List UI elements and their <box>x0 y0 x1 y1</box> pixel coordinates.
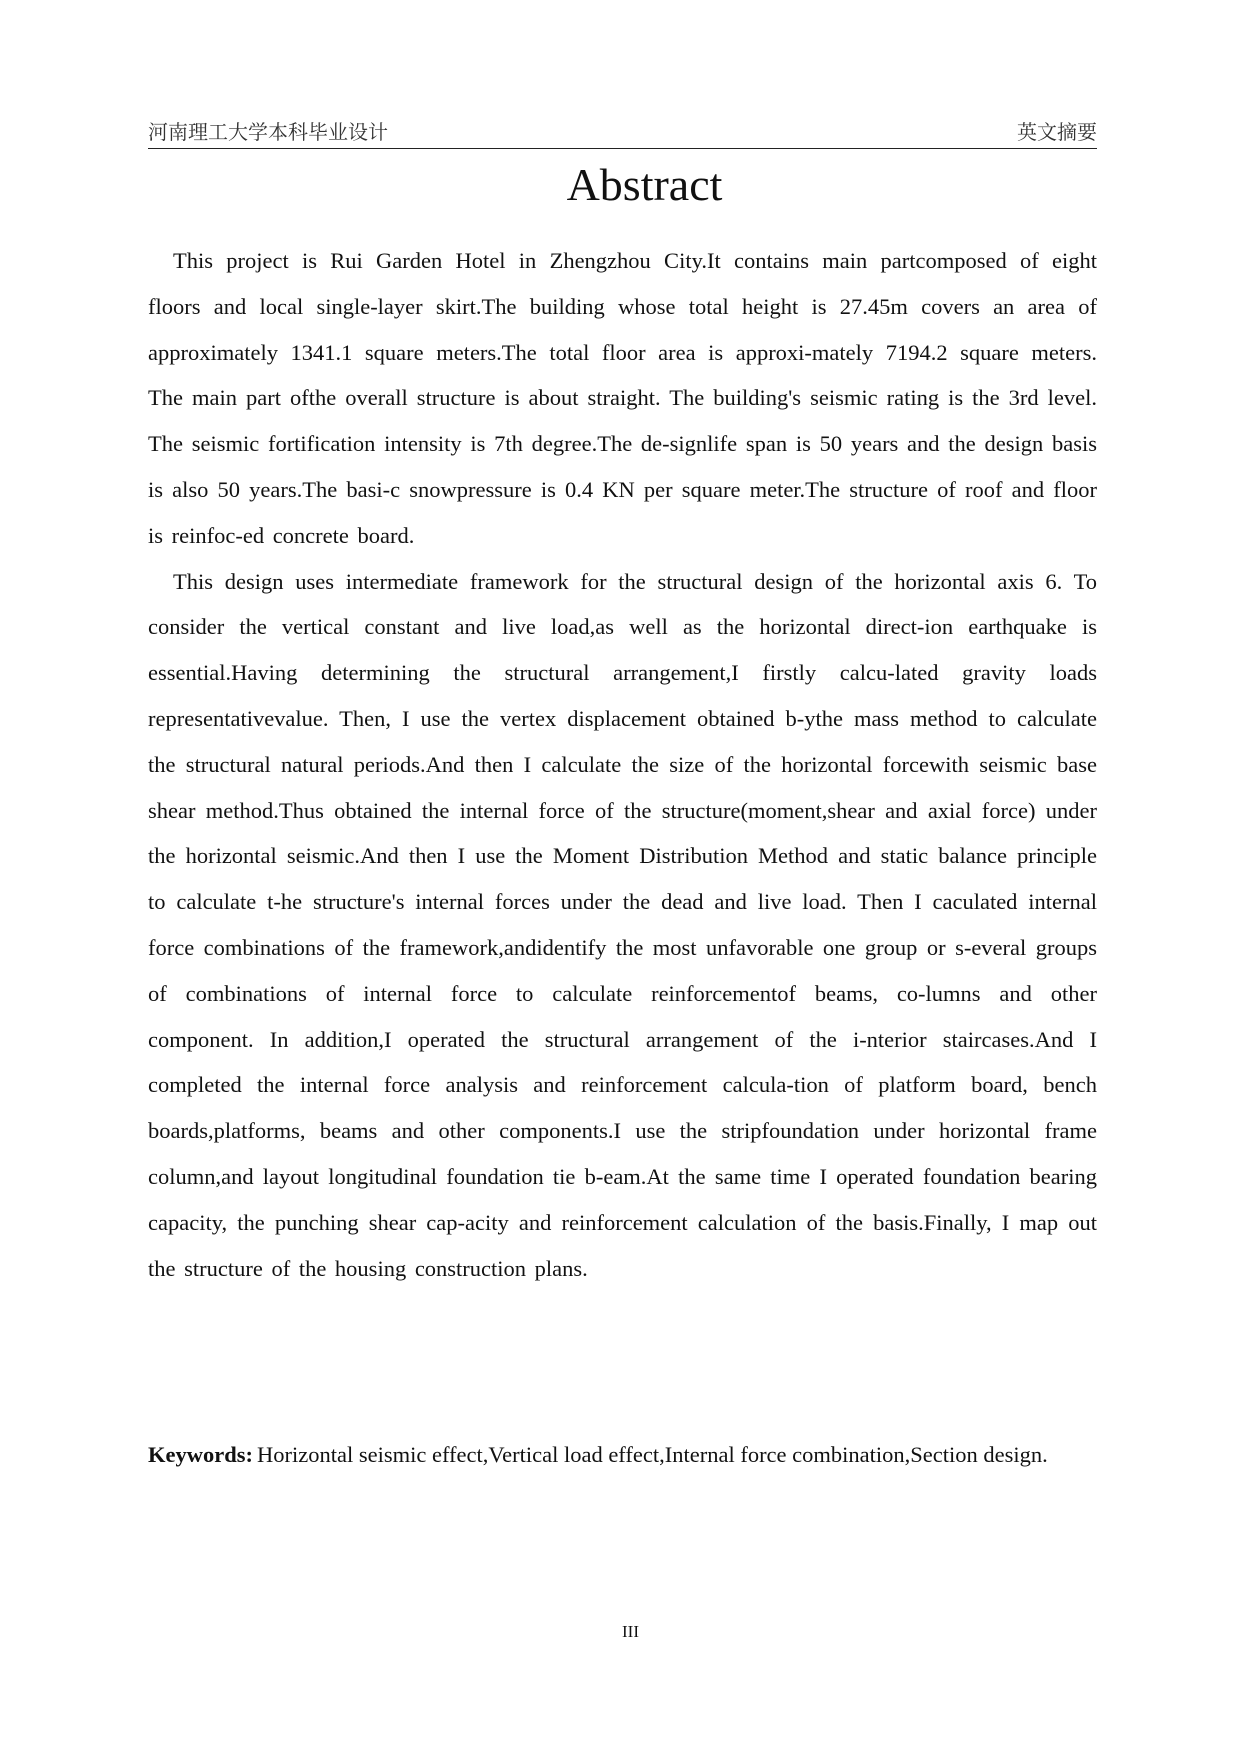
page-number: III <box>622 1622 639 1641</box>
abstract-body <box>148 238 1097 1291</box>
keywords-value: Horizontal seismic effect,Vertical load effect,Internal force combination,Section design. <box>257 1442 1048 1467</box>
keywords-block <box>148 1438 1097 1471</box>
abstract-paragraph-1: This project is Rui Garden Hotel in Zhengzhou City.It contains main partcomposed of eight floors and local single-layer skirt.The building whose total height is 27.45m covers an area of approximately 1341.1 square meters.The total floor area is approxi-mately 7194.2 square meters. The main part ofthe overall structure is about straight. The building's seismic rating is the 3rd level. The seismic fortification intensity is 7th degree.The de-signlife span is 50 years and the design basis is also 50 years.The basi-c snowpressure is 0.4 KN per square meter.The structure of roof and floor is reinfoc-ed concrete board. <box>148 248 1097 548</box>
header-section-name: 英文摘要 <box>1017 120 1097 144</box>
page-header <box>148 118 1097 149</box>
abstract-title: Abstract <box>566 159 723 210</box>
keywords-label: Keywords: <box>148 1442 253 1467</box>
header-university-thesis: 河南理工大学本科毕业设计 <box>148 120 388 144</box>
abstract-paragraph-2: This design uses intermediate framework for the structural design of the horizontal axis 6. To consider the vertical constant and live load,as well as the horizontal direct-ion earthquake is essential.Having determining the structural arrangement,I firstly calcu-lated gravity loads representativevalue. Then, I use the vertex displacement obtained b-ythe mass method to calculate the structural natural periods.And then I calculate the size of the horizontal forcewith seismic base shear method.Thus obtained the internal force of the structure(moment,shear and axial force) under the horizontal seismic.And then I use the Moment Distribution Method and static balance principle to calculate t-he structure's internal forces under the dead and live load. Then I caculated internal force combinations of the framework,andidentify the most unfavorable one group or s-everal groups of combinations of internal force to calculate reinforcementof beams, co-lumns and other component. In addition,I operated the structural arrangement of the i-nterior staircases.And I completed the internal force analysis and reinforcement calcula-tion of platform board, bench boards,platforms, beams and other components.I use the stripfoundation under horizontal frame column,and layout longitudinal foundation tie b-eam.At the same time I operated foundation bearing capacity, the punching shear cap-acity and reinforcement calculation of the basis.Finally, I map out the structure of the housing construction plans. <box>148 568 1097 1281</box>
